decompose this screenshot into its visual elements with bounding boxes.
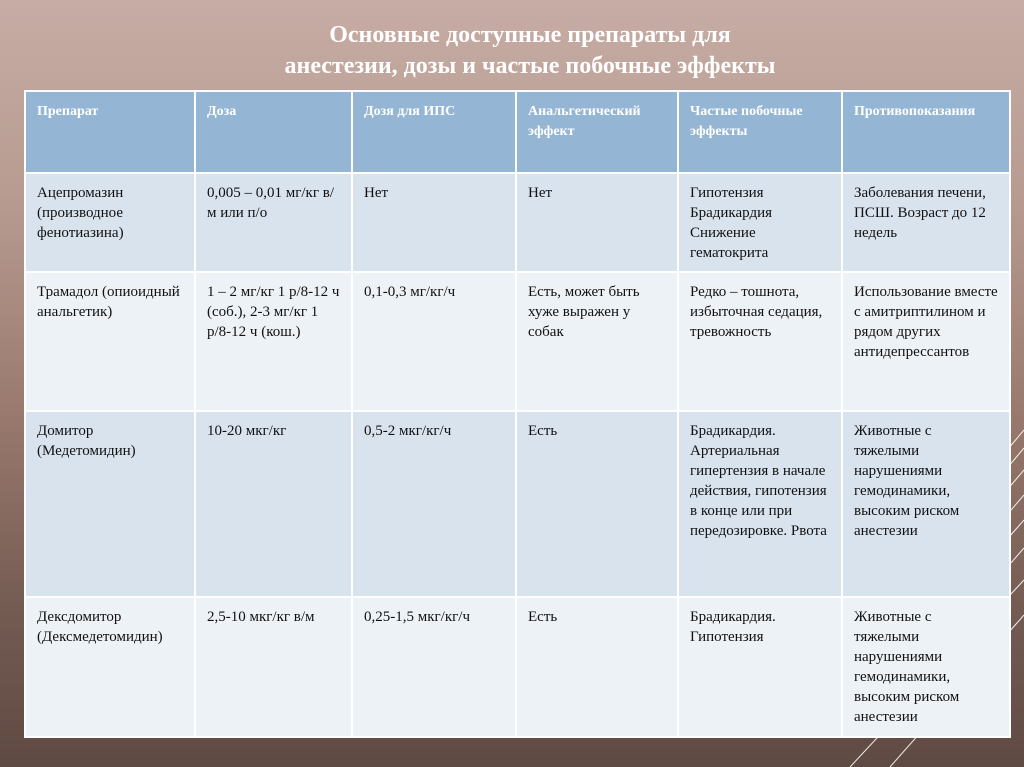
cell-drug: Трамадол (опиоидный анальгетик) (25, 272, 195, 411)
cell-drug: Ацепромазин (производное фенотиазина) (25, 173, 195, 272)
cell-cri-dose: Нет (352, 173, 516, 272)
cell-side-effects: Брадикардия. Артериальная гипертензия в начале действия, гипотензия в конце или при передозировке. Рвота (678, 411, 842, 597)
cell-side-effects: Гипотензия Брадикардия Снижение гематокрита (678, 173, 842, 272)
header-drug: Препарат (25, 91, 195, 173)
cell-cri-dose: 0,5-2 мкг/кг/ч (352, 411, 516, 597)
cell-drug: Дексдомитор (Дексмедетомидин) (25, 597, 195, 737)
cell-contraindications: Заболевания печени, ПСШ. Возраст до 12 недель (842, 173, 1010, 272)
cell-drug: Домитор (Медетомидин) (25, 411, 195, 597)
cell-dose: 0,005 – 0,01 мг/кг в/м или п/о (195, 173, 352, 272)
cell-contraindications: Животные с тяжелыми нарушениями гемодинамики, высоким риском анестезии (842, 411, 1010, 597)
cell-dose: 2,5-10 мкг/кг в/м (195, 597, 352, 737)
cell-analgesic: Есть (516, 411, 678, 597)
cell-analgesic: Есть, может быть хуже выражен у собак (516, 272, 678, 411)
slide-title-line-2: анестезии, дозы и частые побочные эффекты (284, 53, 776, 79)
table-row (25, 411, 1010, 597)
header-analgesic-effect: Анальгетический эффект (516, 91, 678, 173)
header-contraindications: Противопоказания (842, 91, 1010, 173)
drugs-table (24, 90, 1011, 738)
cell-analgesic: Нет (516, 173, 678, 272)
slide-title-line-1: Основные доступные препараты для (329, 22, 731, 48)
header-cri-dose: Дозя для ИПС (352, 91, 516, 173)
header-side-effects: Частые побочные эффекты (678, 91, 842, 173)
cell-contraindications: Использование вместе с амитриптилином и рядом других антидепрессантов (842, 272, 1010, 411)
table-row (25, 597, 1010, 737)
cell-contraindications: Животные с тяжелыми нарушениями гемодинамики, высоким риском анестезии (842, 597, 1010, 737)
table-row (25, 272, 1010, 411)
header-dose: Доза (195, 91, 352, 173)
table-row (25, 173, 1010, 272)
cell-side-effects: Брадикардия. Гипотензия (678, 597, 842, 737)
cell-cri-dose: 0,25-1,5 мкг/кг/ч (352, 597, 516, 737)
slide-title (0, 20, 1024, 82)
cell-dose: 1 – 2 мг/кг 1 р/8-12 ч (соб.), 2-3 мг/кг 1 р/8-12 ч (кош.) (195, 272, 352, 411)
cell-cri-dose: 0,1-0,3 мг/кг/ч (352, 272, 516, 411)
cell-analgesic: Есть (516, 597, 678, 737)
table-header-row (25, 91, 1010, 173)
cell-side-effects: Редко – тошнота, избыточная седация, тревожность (678, 272, 842, 411)
cell-dose: 10-20 мкг/кг (195, 411, 352, 597)
